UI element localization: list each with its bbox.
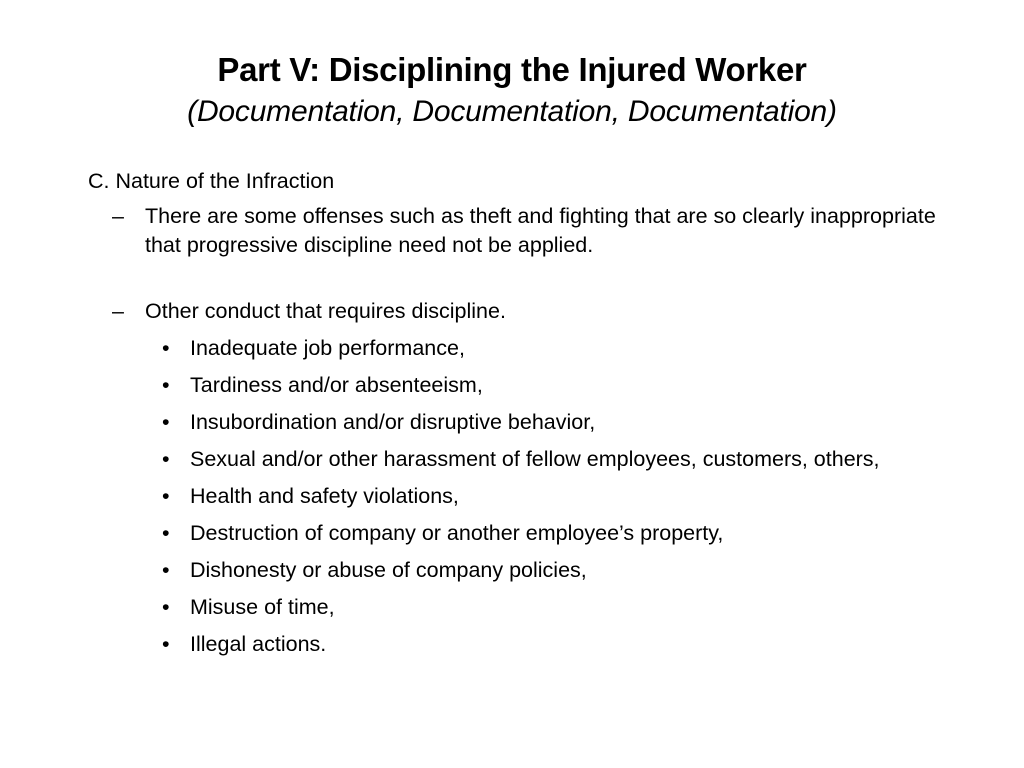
bullet-item (88, 445, 968, 474)
dash-marker: – (112, 204, 124, 228)
bullet-item-text: Misuse of time, (190, 595, 335, 619)
bullet-item (88, 593, 968, 622)
bullet-item-text: Tardiness and/or absenteeism, (190, 373, 483, 397)
bullet-marker: • (162, 484, 170, 508)
bullet-marker: • (162, 521, 170, 545)
content-body (88, 166, 968, 667)
bullet-item-text: Insubordination and/or disruptive behavior, (190, 410, 596, 434)
bullet-item-text: Sexual and/or other harassment of fellow employees, customers, others, (190, 447, 880, 471)
bullet-item (88, 482, 968, 511)
bullet-item (88, 408, 968, 437)
bullet-item (88, 519, 968, 548)
bullet-item-text: Dishonesty or abuse of company policies, (190, 558, 587, 582)
bullet-marker: • (162, 447, 170, 471)
bullet-marker: • (162, 373, 170, 397)
bullet-item (88, 556, 968, 585)
bullet-marker: • (162, 336, 170, 360)
bullet-marker: • (162, 595, 170, 619)
dash-point-text: There are some offenses such as theft and fighting that are so clearly inappropriate that progressive discipline need not be applied. (145, 204, 936, 257)
bullet-item-text: Destruction of company or another employee’s property, (190, 521, 724, 545)
dash-point (88, 297, 968, 326)
dash-marker: – (112, 299, 124, 323)
bullet-item-text: Inadequate job performance, (190, 336, 465, 360)
section-heading: C. Nature of the Infraction (88, 169, 335, 193)
dash-point (88, 202, 968, 260)
bullet-item (88, 630, 968, 659)
bullet-marker: • (162, 632, 170, 656)
bullet-item (88, 371, 968, 400)
spacer (88, 268, 968, 297)
slide-subtitle: (Documentation, Documentation, Documentation) (187, 95, 837, 128)
bullet-item-text: Illegal actions. (190, 632, 327, 656)
bullet-marker: • (162, 558, 170, 582)
slide-title: Part V: Disciplining the Injured Worker (217, 51, 807, 88)
bullet-item (88, 334, 968, 363)
title-block (0, 48, 1024, 132)
dash-point-text: Other conduct that requires discipline. (145, 299, 506, 323)
bullet-item-text: Health and safety violations, (190, 484, 459, 508)
bullet-marker: • (162, 410, 170, 434)
